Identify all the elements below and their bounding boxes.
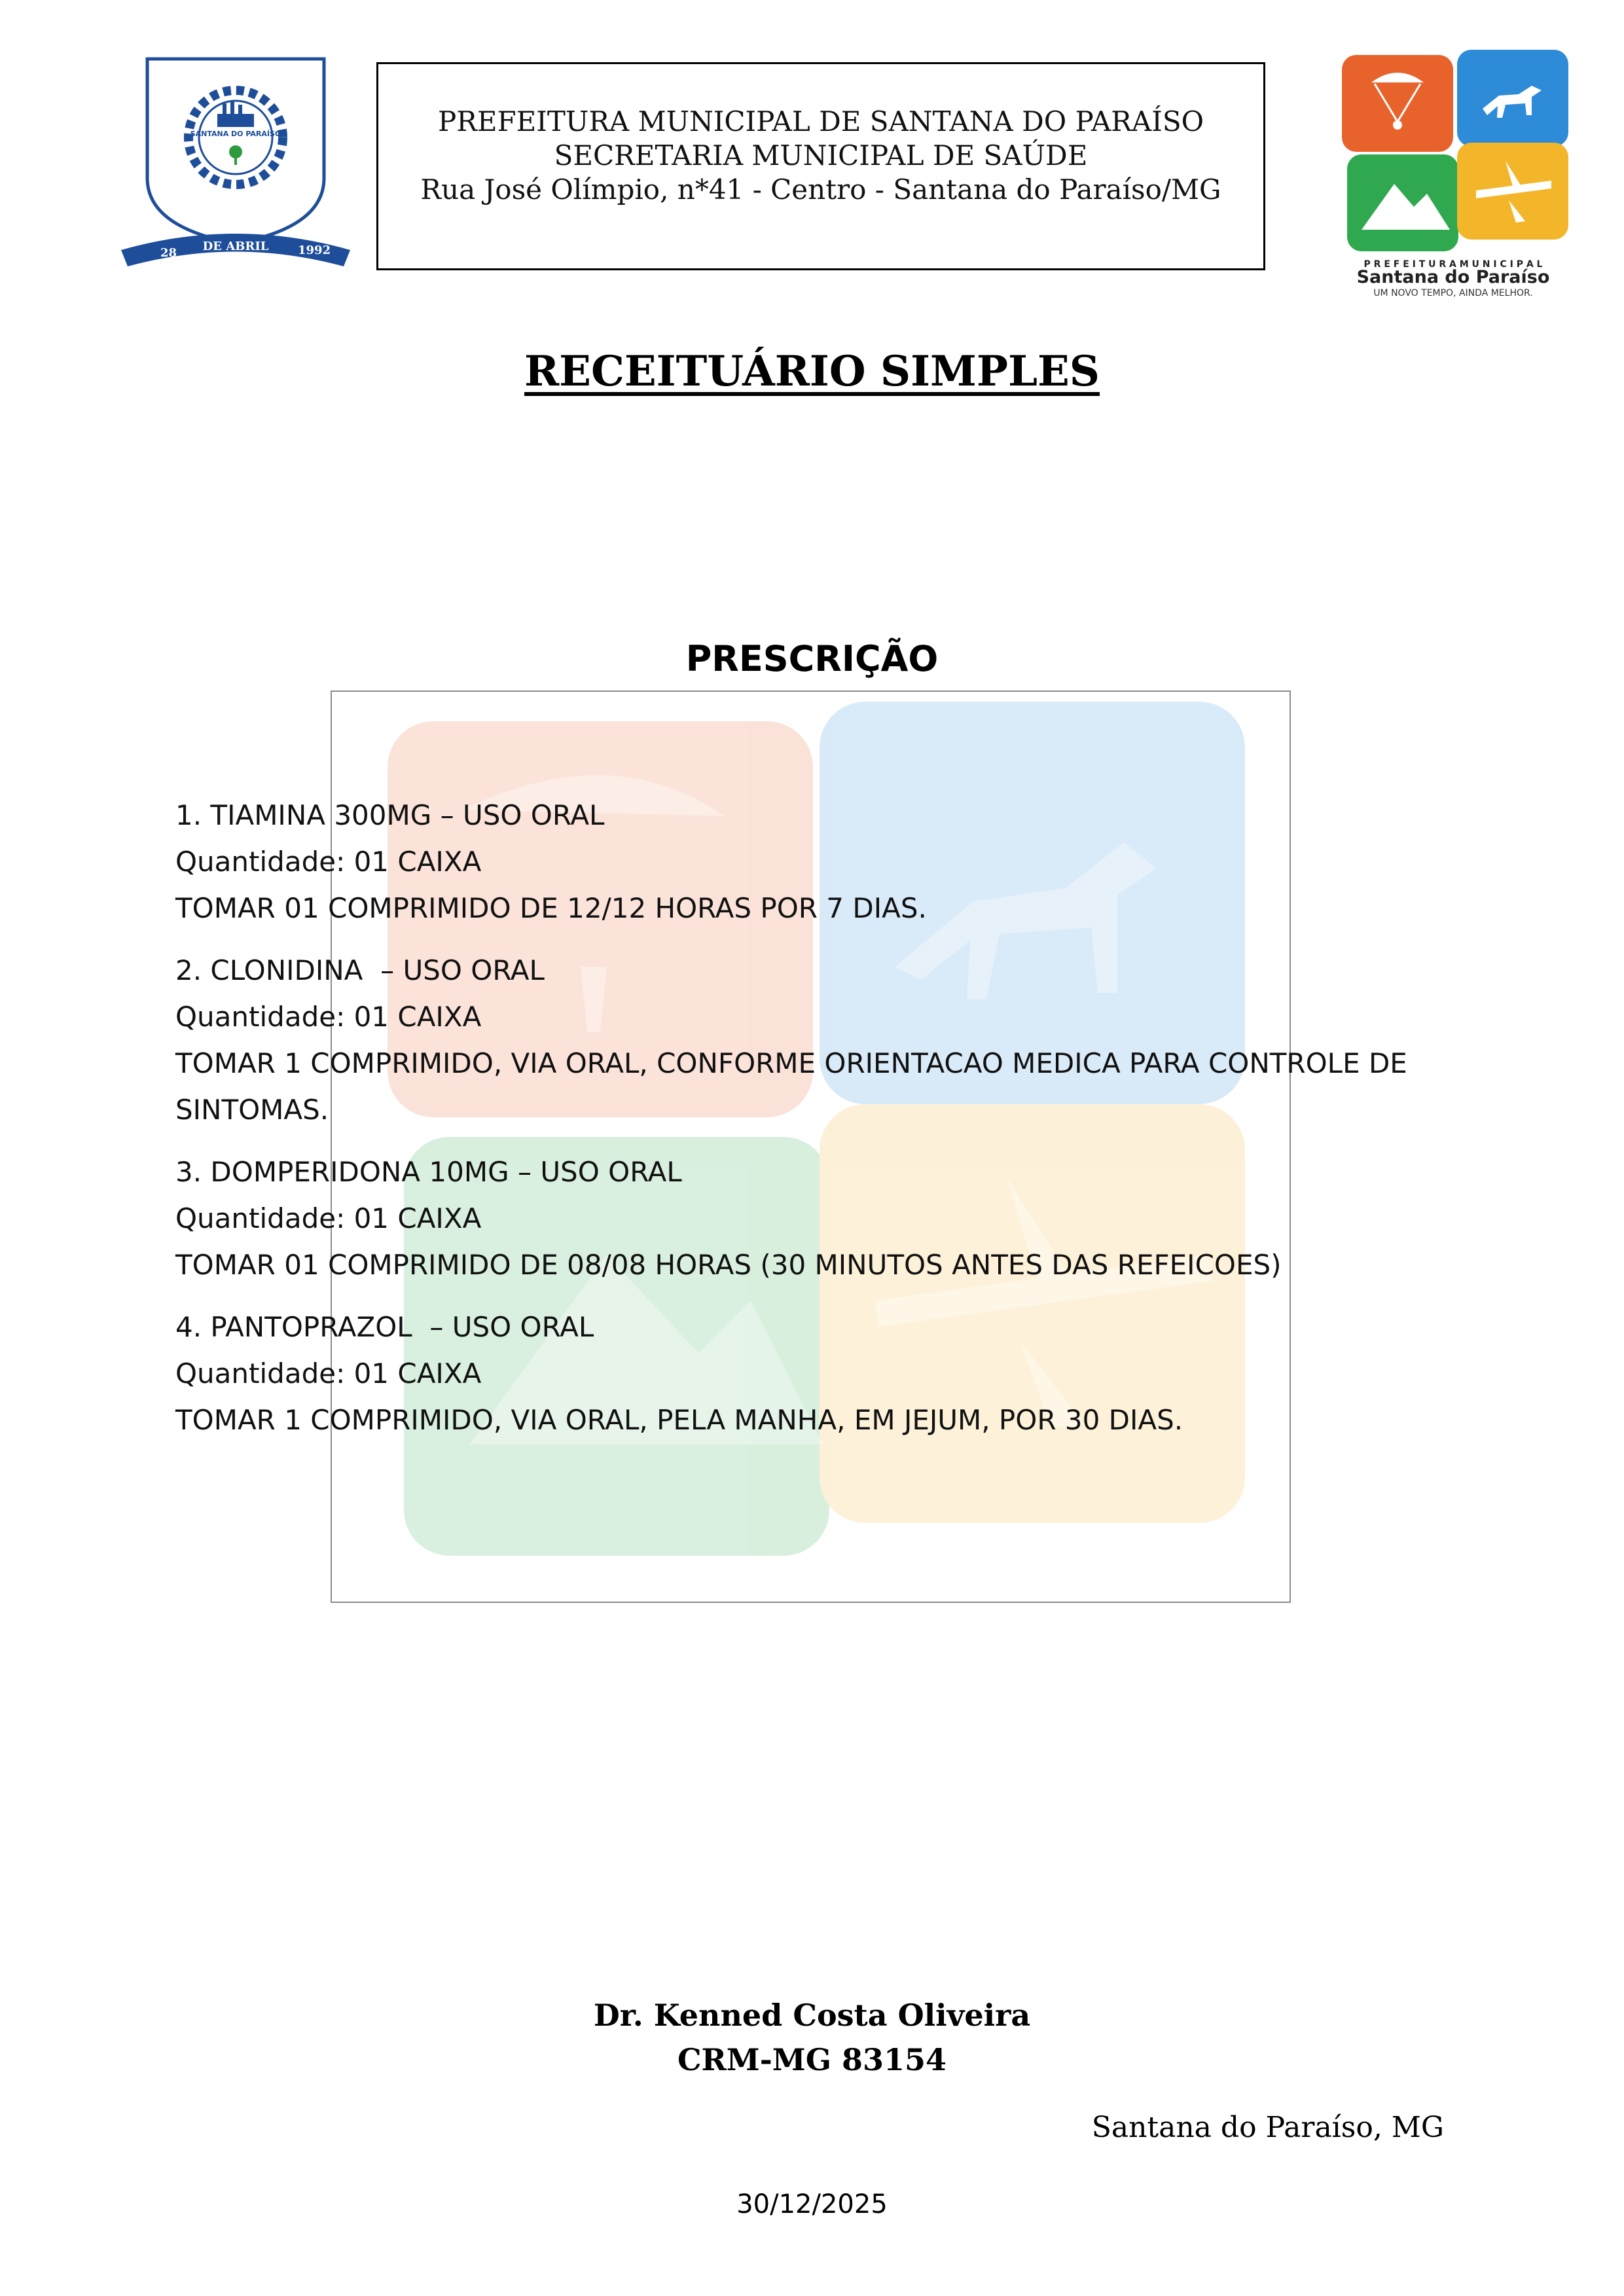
prefeitura-logo (1335, 50, 1571, 298)
logo-name: Santana do Paraíso (1356, 267, 1550, 287)
logo-prefeitura-label: P R E F E I T U R A M U N I C I P A L (1363, 259, 1543, 270)
doctor-name: Dr. Kenned Costa Oliveira (593, 1998, 1031, 2033)
medication-name: 3. DOMPERIDONA 10MG – USO ORAL (175, 1156, 682, 1188)
header-secretaria: SECRETARIA MUNICIPAL DE SAÚDE (554, 139, 1088, 171)
crest-ribbon-year: 1992 (298, 243, 331, 257)
prescription-list (175, 792, 1485, 1459)
logo-slogan: UM NOVO TEMPO, AINDA MELHOR. (1373, 288, 1533, 298)
prescription-item (175, 1304, 1485, 1443)
signature-block (0, 1993, 1624, 2082)
medication-instructions-cont: SINTOMAS. (175, 1094, 329, 1126)
header-address: Rua José Olímpio, n*41 - Centro - Santana do Paraíso/MG (420, 173, 1221, 206)
medication-quantity: Quantidade: 01 CAIXA (175, 1357, 482, 1390)
medication-name: 2. CLONIDINA – USO ORAL (175, 954, 545, 986)
header-prefeitura: PREFEITURA MUNICIPAL DE SANTANA DO PARAÍSO (437, 105, 1204, 137)
medication-instructions: TOMAR 1 COMPRIMIDO, VIA ORAL, CONFORME ORIENTACAO MEDICA PARA CONTROLE DE (175, 1047, 1407, 1079)
medication-instructions: TOMAR 1 COMPRIMIDO, VIA ORAL, PELA MANHA, EM JEJUM, POR 30 DIAS. (175, 1404, 1183, 1436)
issue-date: 30/12/2025 (736, 2189, 888, 2219)
medication-quantity: Quantidade: 01 CAIXA (175, 846, 482, 878)
crest-shield-text: SANTANA DO PARAÍSO (190, 130, 281, 138)
issue-place: Santana do Paraíso, MG (1091, 2111, 1444, 2144)
prescription-item (175, 947, 1485, 1133)
medication-name: 4. PANTOPRAZOL – USO ORAL (175, 1311, 594, 1343)
prescription-item (175, 1149, 1485, 1288)
medication-quantity: Quantidade: 01 CAIXA (175, 1001, 482, 1033)
medication-instructions: TOMAR 01 COMPRIMIDO DE 12/12 HORAS POR 7 DIAS. (175, 892, 927, 924)
document-title: RECEITUÁRIO SIMPLES (524, 347, 1100, 396)
medication-quantity: Quantidade: 01 CAIXA (175, 1202, 482, 1234)
header-box (376, 62, 1265, 270)
prescription-item (175, 792, 1485, 931)
medication-name: 1. TIAMINA 300MG – USO ORAL (175, 799, 605, 831)
crest-ribbon-month: DE ABRIL (202, 240, 269, 253)
crest-ribbon-day: 28 (160, 246, 177, 260)
doctor-crm: CRM-MG 83154 (677, 2042, 947, 2077)
municipal-crest-logo (118, 54, 353, 276)
medication-instructions: TOMAR 01 COMPRIMIDO DE 08/08 HORAS (30 MINUTOS ANTES DAS REFEICOES) (175, 1249, 1282, 1281)
prescription-section-title: PRESCRIÇÃO (685, 638, 939, 679)
